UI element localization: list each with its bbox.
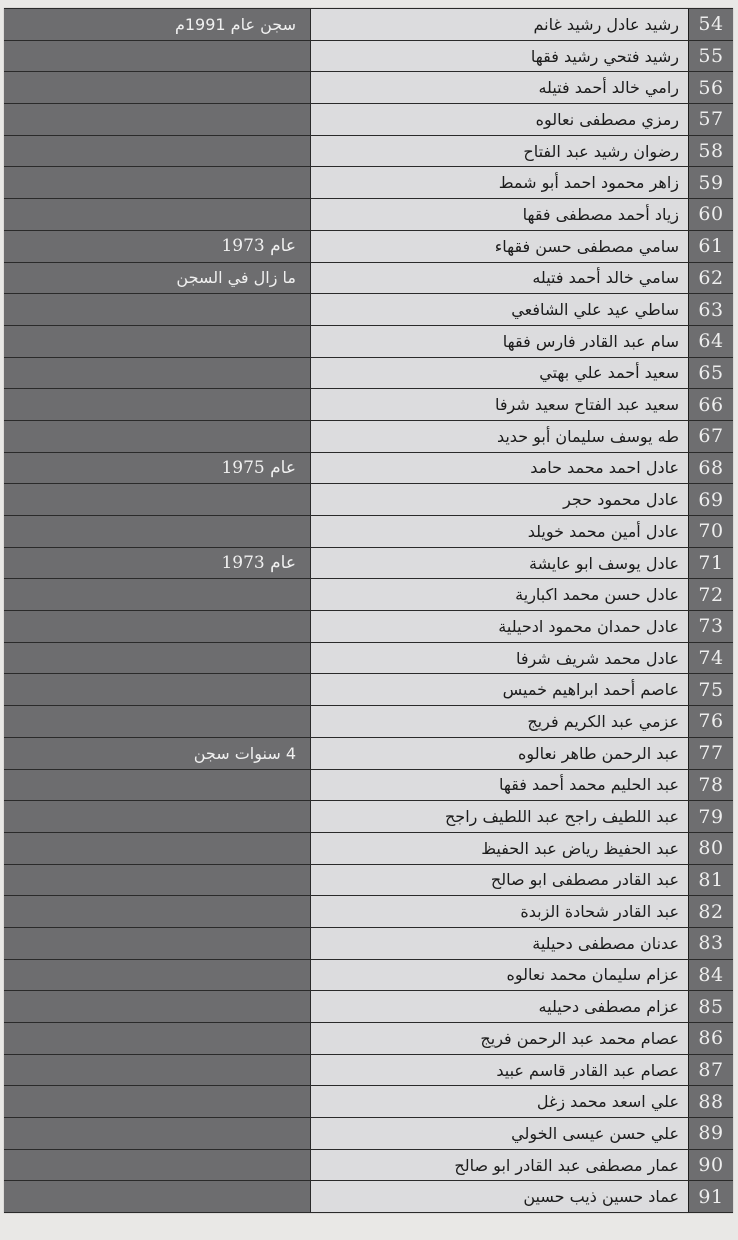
note-cell (4, 516, 310, 547)
row-number: 75 (688, 674, 733, 705)
table-row (4, 421, 733, 453)
table-row (4, 706, 733, 738)
person-name: رشيد عادل رشيد غانم (310, 9, 688, 40)
person-name: رامي خالد أحمد فتيله (310, 72, 688, 103)
person-name: عادل محمد شريف شرفا (310, 643, 688, 674)
note-cell (4, 579, 310, 610)
table-row (4, 136, 733, 168)
note-cell: ما زال في السجن (4, 263, 310, 294)
row-number: 63 (688, 294, 733, 325)
note-cell (4, 389, 310, 420)
note-cell (4, 674, 310, 705)
person-name: عزمي عبد الكريم فريج (310, 706, 688, 737)
person-name: عمار مصطفى عبد القادر ابو صالح (310, 1150, 688, 1181)
names-table (4, 8, 733, 1213)
note-cell (4, 326, 310, 357)
note-cell (4, 928, 310, 959)
person-name: عادل محمود حجر (310, 484, 688, 515)
note-cell (4, 104, 310, 135)
table-row (4, 9, 733, 41)
table-row (4, 326, 733, 358)
person-name: عبد الحليم محمد أحمد فقها (310, 770, 688, 801)
note-cell (4, 199, 310, 230)
table-row (4, 991, 733, 1023)
row-number: 67 (688, 421, 733, 452)
table-row (4, 801, 733, 833)
note-cell (4, 294, 310, 325)
note-cell (4, 706, 310, 737)
row-number: 76 (688, 706, 733, 737)
table-row (4, 167, 733, 199)
table-row (4, 1150, 733, 1182)
note-cell: عام 1973 (4, 231, 310, 262)
row-number: 84 (688, 960, 733, 991)
row-number: 86 (688, 1023, 733, 1054)
note-cell (4, 1055, 310, 1086)
note-cell (4, 41, 310, 72)
note-cell (4, 167, 310, 198)
person-name: عادل حمدان محمود ادحيلية (310, 611, 688, 642)
table-row (4, 611, 733, 643)
note-cell (4, 421, 310, 452)
note-cell (4, 991, 310, 1022)
person-name: ساطي عيد علي الشافعي (310, 294, 688, 325)
person-name: عادل أمين محمد خويلد (310, 516, 688, 547)
note-cell (4, 484, 310, 515)
person-name: سامي خالد أحمد فتيله (310, 263, 688, 294)
note-cell (4, 1150, 310, 1181)
row-number: 79 (688, 801, 733, 832)
table-row (4, 484, 733, 516)
person-name: علي حسن عيسى الخولي (310, 1118, 688, 1149)
table-row (4, 960, 733, 992)
table-row (4, 738, 733, 770)
table-row (4, 231, 733, 263)
note-cell (4, 1086, 310, 1117)
person-name: عبد الحفيظ رياض عبد الحفيظ (310, 833, 688, 864)
row-number: 54 (688, 9, 733, 40)
row-number: 87 (688, 1055, 733, 1086)
row-number: 66 (688, 389, 733, 420)
table-row (4, 896, 733, 928)
row-number: 90 (688, 1150, 733, 1181)
row-number: 80 (688, 833, 733, 864)
note-cell: عام 1975 (4, 453, 310, 484)
note-cell (4, 833, 310, 864)
note-cell (4, 611, 310, 642)
person-name: عزام سليمان محمد نعالوه (310, 960, 688, 991)
row-number: 69 (688, 484, 733, 515)
note-cell (4, 1181, 310, 1212)
row-number: 82 (688, 896, 733, 927)
table-row (4, 294, 733, 326)
row-number: 85 (688, 991, 733, 1022)
table-row (4, 674, 733, 706)
row-number: 64 (688, 326, 733, 357)
table-row (4, 263, 733, 295)
person-name: عادل يوسف ابو عايشة (310, 548, 688, 579)
person-name: سعيد أحمد علي بهتي (310, 358, 688, 389)
row-number: 73 (688, 611, 733, 642)
person-name: عصام محمد عبد الرحمن فريج (310, 1023, 688, 1054)
row-number: 68 (688, 453, 733, 484)
note-cell (4, 770, 310, 801)
note-cell (4, 865, 310, 896)
table-row (4, 358, 733, 390)
person-name: عادل احمد محمد حامد (310, 453, 688, 484)
person-name: عماد حسين ذيب حسين (310, 1181, 688, 1212)
person-name: عبد اللطيف راجح عبد اللطيف راجح (310, 801, 688, 832)
row-number: 71 (688, 548, 733, 579)
person-name: سعيد عبد الفتاح سعيد شرفا (310, 389, 688, 420)
table-row (4, 548, 733, 580)
table-row (4, 1055, 733, 1087)
row-number: 56 (688, 72, 733, 103)
table-row (4, 516, 733, 548)
table-row (4, 770, 733, 802)
table-row (4, 928, 733, 960)
table-row (4, 1118, 733, 1150)
row-number: 77 (688, 738, 733, 769)
table-row (4, 579, 733, 611)
note-cell (4, 136, 310, 167)
row-number: 83 (688, 928, 733, 959)
table-row (4, 643, 733, 675)
row-number: 55 (688, 41, 733, 72)
table-row (4, 865, 733, 897)
person-name: عصام عبد القادر قاسم عبيد (310, 1055, 688, 1086)
table-row (4, 1023, 733, 1055)
note-cell (4, 643, 310, 674)
table-row (4, 104, 733, 136)
person-name: عبد القادر شحادة الزبدة (310, 896, 688, 927)
note-cell (4, 72, 310, 103)
note-cell (4, 801, 310, 832)
person-name: زياد أحمد مصطفى فقها (310, 199, 688, 230)
person-name: علي اسعد محمد زغل (310, 1086, 688, 1117)
row-number: 81 (688, 865, 733, 896)
row-number: 61 (688, 231, 733, 262)
table-row (4, 833, 733, 865)
person-name: عزام مصطفى دحيليه (310, 991, 688, 1022)
table-row (4, 41, 733, 73)
person-name: زاهر محمود احمد أبو شمط (310, 167, 688, 198)
row-number: 89 (688, 1118, 733, 1149)
note-cell (4, 896, 310, 927)
row-number: 72 (688, 579, 733, 610)
person-name: عادل حسن محمد اكبارية (310, 579, 688, 610)
table-row (4, 1086, 733, 1118)
person-name: عبد الرحمن طاهر نعالوه (310, 738, 688, 769)
note-cell (4, 1118, 310, 1149)
row-number: 62 (688, 263, 733, 294)
note-cell: عام 1973 (4, 548, 310, 579)
person-name: سام عبد القادر فارس فقها (310, 326, 688, 357)
person-name: طه يوسف سليمان أبو حديد (310, 421, 688, 452)
row-number: 58 (688, 136, 733, 167)
note-cell (4, 358, 310, 389)
table-row (4, 72, 733, 104)
row-number: 74 (688, 643, 733, 674)
person-name: عدنان مصطفى دحيلية (310, 928, 688, 959)
row-number: 59 (688, 167, 733, 198)
person-name: رمزي مصطفى نعالوه (310, 104, 688, 135)
row-number: 70 (688, 516, 733, 547)
row-number: 88 (688, 1086, 733, 1117)
note-cell (4, 960, 310, 991)
row-number: 91 (688, 1181, 733, 1212)
row-number: 78 (688, 770, 733, 801)
note-cell: 4 سنوات سجن (4, 738, 310, 769)
note-cell: سجن عام 1991م (4, 9, 310, 40)
row-number: 60 (688, 199, 733, 230)
row-number: 57 (688, 104, 733, 135)
person-name: رضوان رشيد عبد الفتاح (310, 136, 688, 167)
table-row (4, 453, 733, 485)
person-name: سامي مصطفى حسن فقهاء (310, 231, 688, 262)
table-row (4, 389, 733, 421)
table-row (4, 199, 733, 231)
row-number: 65 (688, 358, 733, 389)
table-row (4, 1181, 733, 1213)
note-cell (4, 1023, 310, 1054)
person-name: رشيد فتحي رشيد فقها (310, 41, 688, 72)
person-name: عاصم أحمد ابراهيم خميس (310, 674, 688, 705)
person-name: عبد القادر مصطفى ابو صالح (310, 865, 688, 896)
